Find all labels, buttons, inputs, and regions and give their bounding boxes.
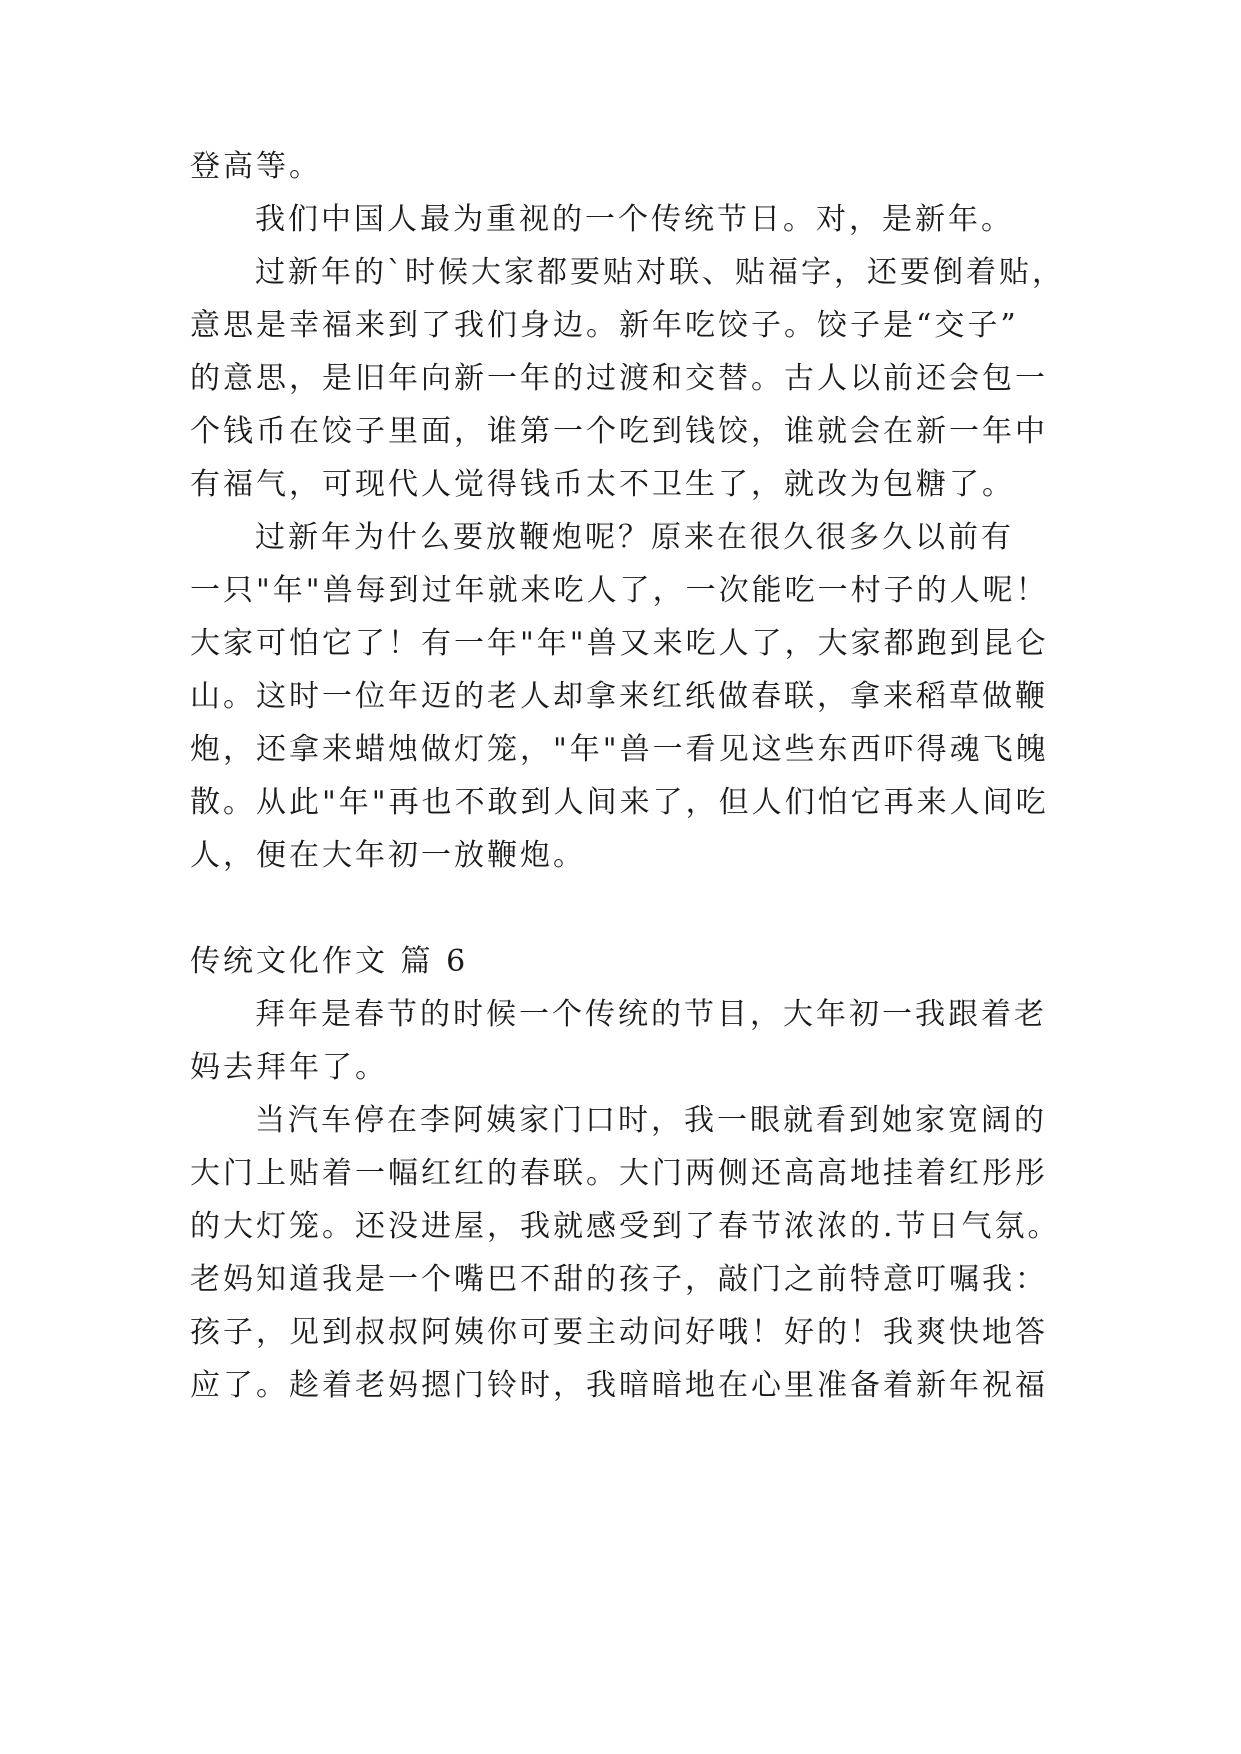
paragraph-line: 炮，还拿来蜡烛做灯笼，"年"兽一看见这些东西吓得魂飞魄: [190, 732, 1049, 767]
paragraph-line: 的意思，是旧年向新一年的过渡和交替。古人以前还会包一: [190, 361, 1048, 396]
paragraph-line: 有福气，可现代人觉得钱币太不卫生了，就改为包糖了。: [190, 467, 1015, 502]
paragraph-line: 当汽车停在李阿姨家门口时，我一眼就看到她家宽阔的: [255, 1103, 1047, 1138]
paragraph-line: 山。这时一位年迈的老人却拿来红纸做春联，拿来稻草做鞭: [190, 679, 1048, 714]
paragraph-line: 意思是幸福来到了我们身边。新年吃饺子。饺子是“交子”: [190, 308, 1019, 343]
paragraph-line: 孩子，见到叔叔阿姨你可要主动问好哦！好的！我爽快地答: [190, 1315, 1048, 1350]
paragraph-line: 个钱币在饺子里面，谁第一个吃到钱饺，谁就会在新一年中: [190, 414, 1048, 449]
paragraph-line: 人，便在大年初一放鞭炮。: [190, 838, 586, 873]
paragraph-line: 我们中国人最为重视的一个传统节日。对，是新年。: [255, 202, 1014, 237]
paragraph-line: 散。从此"年"再也不敢到人间来了，但人们怕它再来人间吃: [190, 785, 1049, 820]
paragraph-line: 的大灯笼。还没进屋，我就感受到了春节浓浓的.节日气氛。: [190, 1209, 1061, 1244]
paragraph-line: 大门上贴着一幅红红的春联。大门两侧还高高地挂着红彤彤: [190, 1156, 1048, 1191]
paragraph-line: 过新年的`时候大家都要贴对联、贴福字，还要倒着贴，: [255, 255, 1065, 290]
paragraph-line: 一只"年"兽每到过年就来吃人了，一次能吃一村子的人呢！: [190, 573, 1049, 608]
paragraph-line: 拜年是春节的时候一个传统的节目，大年初一我跟着老: [255, 997, 1047, 1032]
section-heading: 传统文化作文 篇 6: [190, 944, 469, 979]
paragraph-line: 大家可怕它了！有一年"年"兽又来吃人了，大家都跑到昆仑: [190, 626, 1049, 661]
paragraph-line: 老妈知道我是一个嘴巴不甜的孩子，敲门之前特意叮嘱我：: [190, 1262, 1048, 1297]
paragraph-line: 应了。趁着老妈摁门铃时，我暗暗地在心里准备着新年祝福: [190, 1368, 1048, 1403]
paragraph-line: 登高等。: [190, 149, 322, 184]
paragraph-line: 妈去拜年了。: [190, 1050, 388, 1085]
paragraph-line: 过新年为什么要放鞭炮呢？原来在很久很多久以前有: [255, 520, 1014, 555]
